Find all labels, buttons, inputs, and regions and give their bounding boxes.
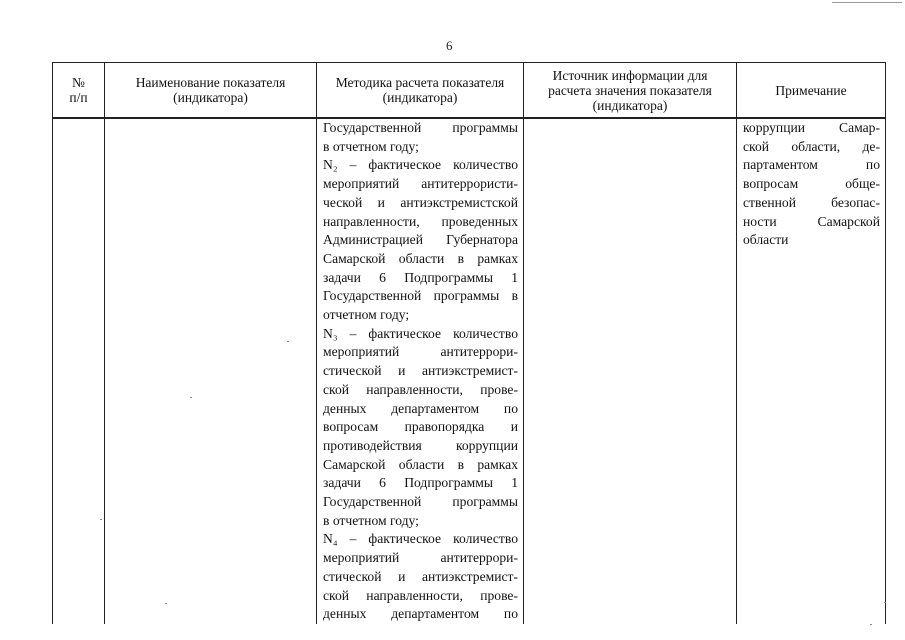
header-note: Примечание [737, 63, 886, 119]
method-line: мероприятий антитеррори- [323, 550, 518, 566]
method-line: задачи 6 Подпрограммы 1 [323, 269, 518, 285]
scan-speck [165, 603, 167, 604]
method-line: стической и антиэкстремист- [323, 363, 518, 379]
note-line: ственной безопас- [743, 194, 880, 210]
method-line: стической и антиэкстремист- [323, 568, 518, 584]
method-line: направленности, проведенных [323, 213, 518, 229]
cell-information-source [524, 118, 737, 624]
method-line: N₂ – фактическое количество [323, 157, 518, 173]
method-line: ской направленности, прове- [323, 587, 518, 603]
method-line: мероприятий антитеррористи- [323, 176, 518, 192]
header-calculation-method: Методика расчета показателя (индикатора) [317, 63, 524, 119]
method-line: противодействия коррупции [323, 437, 518, 453]
method-line: ской направленности, прове- [323, 381, 518, 397]
method-line: Государственной программы [323, 120, 518, 135]
method-line: мероприятий антитеррори- [323, 344, 518, 360]
page-number: 6 [446, 38, 453, 53]
method-line: в отчетном году; [323, 138, 419, 154]
method-line: денных департаментом по [323, 606, 518, 622]
scan-speck [100, 519, 102, 520]
method-line: Государственной программы в [323, 288, 518, 304]
method-line: Самарской области в рамках [323, 456, 518, 472]
method-line: N₄ – фактическое количество [323, 531, 518, 547]
cell-indicator-name [105, 118, 317, 624]
note-line: области [743, 232, 789, 248]
method-line: ческой и антиэкстремистской [323, 194, 518, 210]
scan-speck [884, 602, 886, 603]
cell-note [737, 118, 886, 624]
note-line: ности Самарской [743, 213, 880, 229]
header-indicator-name: Наименование показателя (индикатора) [105, 63, 317, 119]
method-line: вопросам правопорядка и [323, 419, 518, 435]
method-line: Администрацией Губернатора [323, 232, 518, 248]
method-line: N₃ – фактическое количество [323, 325, 518, 341]
method-line: денных департаментом по [323, 400, 518, 416]
indicator-table [52, 62, 886, 624]
note-line: партаментом по [743, 157, 880, 173]
note-text [737, 119, 885, 250]
scan-speck [870, 624, 872, 625]
cell-number [53, 118, 105, 624]
header-information-source: Источник информации для расчета значения показателя (индикатора) [524, 63, 737, 119]
method-line: Самарской области в рамках [323, 250, 518, 266]
method-line: в отчетном году; [323, 512, 419, 528]
method-text [317, 119, 523, 624]
table-header-row [53, 63, 886, 119]
note-line: ской области, де- [743, 138, 880, 154]
method-line: отчетном году; [323, 307, 410, 323]
cell-calculation-method [317, 118, 524, 624]
scan-speck [287, 341, 289, 342]
method-line: Государственной программы [323, 494, 518, 510]
table-row [53, 118, 886, 624]
scan-speck [190, 397, 192, 398]
note-line: коррупции Самар- [743, 120, 880, 135]
note-line: вопросам обще- [743, 176, 880, 192]
scan-corner-line [832, 2, 902, 3]
header-number: № п/п [53, 63, 105, 119]
method-line: задачи 6 Подпрограммы 1 [323, 475, 518, 491]
